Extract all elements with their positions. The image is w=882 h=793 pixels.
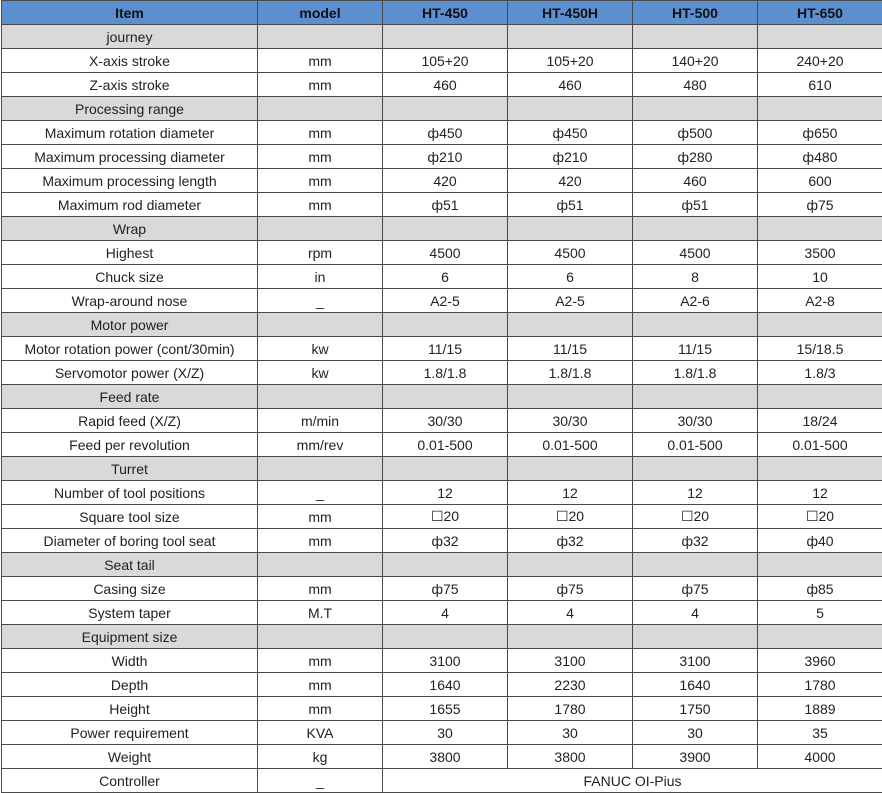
spec-value: 3900 bbox=[633, 745, 758, 769]
spec-label: Feed per revolution bbox=[2, 433, 258, 457]
spec-unit: mm bbox=[258, 121, 383, 145]
spec-value: ф75 bbox=[508, 577, 633, 601]
table-row bbox=[2, 193, 882, 217]
section-empty-cell bbox=[508, 217, 633, 241]
header-model-name: HT-500 bbox=[633, 1, 758, 25]
spec-value: 8 bbox=[633, 265, 758, 289]
spec-unit: mm bbox=[258, 505, 383, 529]
spec-value: 1750 bbox=[633, 697, 758, 721]
spec-value: ф75 bbox=[633, 577, 758, 601]
spec-value: 12 bbox=[758, 481, 882, 505]
spec-value: 140+20 bbox=[633, 49, 758, 73]
table-row bbox=[2, 745, 882, 769]
table-row bbox=[2, 121, 882, 145]
spec-value: 240+20 bbox=[758, 49, 882, 73]
spec-value: 0.01-500 bbox=[508, 433, 633, 457]
spec-value: ф450 bbox=[508, 121, 633, 145]
spec-value: ф32 bbox=[508, 529, 633, 553]
spec-value: ф500 bbox=[633, 121, 758, 145]
spec-value: 30/30 bbox=[383, 409, 508, 433]
spec-value: 2230 bbox=[508, 673, 633, 697]
spec-value: 11/15 bbox=[508, 337, 633, 361]
section-empty-cell bbox=[258, 25, 383, 49]
table-row bbox=[2, 673, 882, 697]
spec-label: Maximum rotation diameter bbox=[2, 121, 258, 145]
section-empty-cell bbox=[633, 385, 758, 409]
section-label: Equipment size bbox=[2, 625, 258, 649]
section-row bbox=[2, 553, 882, 577]
spec-value: 1889 bbox=[758, 697, 882, 721]
header-model-name: HT-450 bbox=[383, 1, 508, 25]
section-empty-cell bbox=[383, 25, 508, 49]
spec-value: 3960 bbox=[758, 649, 882, 673]
table-row bbox=[2, 721, 882, 745]
spec-value: 3100 bbox=[633, 649, 758, 673]
section-row bbox=[2, 97, 882, 121]
section-empty-cell bbox=[508, 25, 633, 49]
spec-value: ☐20 bbox=[633, 505, 758, 529]
spec-value: 3800 bbox=[383, 745, 508, 769]
table-row bbox=[2, 409, 882, 433]
section-empty-cell bbox=[383, 97, 508, 121]
spec-value: 12 bbox=[383, 481, 508, 505]
table-row bbox=[2, 265, 882, 289]
section-empty-cell bbox=[633, 457, 758, 481]
spec-value: 1.8/1.8 bbox=[508, 361, 633, 385]
table-row bbox=[2, 601, 882, 625]
spec-label: Number of tool positions bbox=[2, 481, 258, 505]
section-label: Feed rate bbox=[2, 385, 258, 409]
spec-label: X-axis stroke bbox=[2, 49, 258, 73]
table-row bbox=[2, 697, 882, 721]
spec-value: 10 bbox=[758, 265, 882, 289]
spec-value: 1655 bbox=[383, 697, 508, 721]
spec-value: 30 bbox=[383, 721, 508, 745]
table-row bbox=[2, 73, 882, 97]
section-empty-cell bbox=[758, 313, 882, 337]
spec-value: ☐20 bbox=[758, 505, 882, 529]
section-empty-cell bbox=[508, 313, 633, 337]
spec-unit: mm/rev bbox=[258, 433, 383, 457]
section-row bbox=[2, 25, 882, 49]
spec-value: 1.8/1.8 bbox=[633, 361, 758, 385]
spec-value: ф210 bbox=[508, 145, 633, 169]
section-empty-cell bbox=[258, 217, 383, 241]
section-row bbox=[2, 625, 882, 649]
spec-unit: mm bbox=[258, 49, 383, 73]
header-row bbox=[2, 1, 882, 25]
section-empty-cell bbox=[383, 217, 508, 241]
spec-value: ф75 bbox=[758, 193, 882, 217]
spec-label: Weight bbox=[2, 745, 258, 769]
table-row bbox=[2, 241, 882, 265]
spec-table bbox=[1, 0, 882, 793]
spec-label: System taper bbox=[2, 601, 258, 625]
spec-unit: mm bbox=[258, 577, 383, 601]
spec-value: ф32 bbox=[383, 529, 508, 553]
section-empty-cell bbox=[508, 97, 633, 121]
spec-label: Maximum rod diameter bbox=[2, 193, 258, 217]
spec-unit: KVA bbox=[258, 721, 383, 745]
section-empty-cell bbox=[508, 457, 633, 481]
spec-value: A2-5 bbox=[508, 289, 633, 313]
table-row bbox=[2, 169, 882, 193]
section-empty-cell bbox=[758, 457, 882, 481]
spec-unit: M.T bbox=[258, 601, 383, 625]
spec-unit: mm bbox=[258, 673, 383, 697]
table-row bbox=[2, 49, 882, 73]
spec-value: 420 bbox=[508, 169, 633, 193]
spec-label: Servomotor power (X/Z) bbox=[2, 361, 258, 385]
section-empty-cell bbox=[383, 385, 508, 409]
spec-value: 3500 bbox=[758, 241, 882, 265]
spec-value: 0.01-500 bbox=[633, 433, 758, 457]
spec-unit: kw bbox=[258, 337, 383, 361]
section-empty-cell bbox=[383, 553, 508, 577]
spec-label: Controller bbox=[2, 769, 258, 793]
section-empty-cell bbox=[383, 625, 508, 649]
spec-label: Square tool size bbox=[2, 505, 258, 529]
spec-value: 3100 bbox=[383, 649, 508, 673]
section-empty-cell bbox=[258, 313, 383, 337]
spec-value: ф480 bbox=[758, 145, 882, 169]
spec-unit: _ bbox=[258, 481, 383, 505]
table-body bbox=[2, 25, 882, 793]
section-empty-cell bbox=[758, 217, 882, 241]
spec-label: Highest bbox=[2, 241, 258, 265]
section-empty-cell bbox=[758, 625, 882, 649]
spec-value: 30 bbox=[508, 721, 633, 745]
spec-value: 480 bbox=[633, 73, 758, 97]
section-row bbox=[2, 217, 882, 241]
spec-unit: mm bbox=[258, 697, 383, 721]
header-model-name: HT-450H bbox=[508, 1, 633, 25]
section-empty-cell bbox=[258, 625, 383, 649]
spec-value: 35 bbox=[758, 721, 882, 745]
spec-unit: rpm bbox=[258, 241, 383, 265]
spec-value: ☐20 bbox=[383, 505, 508, 529]
spec-unit: _ bbox=[258, 769, 383, 793]
spec-value: ф280 bbox=[633, 145, 758, 169]
spec-value: 460 bbox=[383, 73, 508, 97]
header-model: model bbox=[258, 1, 383, 25]
section-empty-cell bbox=[383, 457, 508, 481]
section-row bbox=[2, 457, 882, 481]
spec-label: Power requirement bbox=[2, 721, 258, 745]
spec-value: A2-5 bbox=[383, 289, 508, 313]
section-label: Seat tail bbox=[2, 553, 258, 577]
table-header bbox=[2, 1, 882, 25]
table-row bbox=[2, 649, 882, 673]
section-empty-cell bbox=[758, 385, 882, 409]
spec-value: 6 bbox=[508, 265, 633, 289]
spec-value: 30/30 bbox=[633, 409, 758, 433]
spec-value: A2-8 bbox=[758, 289, 882, 313]
spec-label: Height bbox=[2, 697, 258, 721]
table-row bbox=[2, 481, 882, 505]
spec-value: A2-6 bbox=[633, 289, 758, 313]
section-empty-cell bbox=[383, 313, 508, 337]
spec-value: 1.8/3 bbox=[758, 361, 882, 385]
spec-value: 1780 bbox=[508, 697, 633, 721]
section-empty-cell bbox=[508, 553, 633, 577]
section-empty-cell bbox=[633, 97, 758, 121]
section-empty-cell bbox=[633, 625, 758, 649]
spec-value: 0.01-500 bbox=[383, 433, 508, 457]
section-empty-cell bbox=[258, 385, 383, 409]
spec-value: ф32 bbox=[633, 529, 758, 553]
spec-value: ф85 bbox=[758, 577, 882, 601]
table-row bbox=[2, 289, 882, 313]
spec-value: 15/18.5 bbox=[758, 337, 882, 361]
spec-value: 11/15 bbox=[383, 337, 508, 361]
spec-label: Width bbox=[2, 649, 258, 673]
spec-value: 105+20 bbox=[383, 49, 508, 73]
table-row bbox=[2, 145, 882, 169]
section-empty-cell bbox=[758, 553, 882, 577]
spec-unit: kw bbox=[258, 361, 383, 385]
section-row bbox=[2, 385, 882, 409]
spec-value: ф51 bbox=[633, 193, 758, 217]
section-empty-cell bbox=[758, 97, 882, 121]
section-label: Wrap bbox=[2, 217, 258, 241]
spec-unit: m/min bbox=[258, 409, 383, 433]
spec-unit: mm bbox=[258, 145, 383, 169]
spec-label: Maximum processing diameter bbox=[2, 145, 258, 169]
spec-value: ф51 bbox=[508, 193, 633, 217]
spec-value: ф40 bbox=[758, 529, 882, 553]
spec-value: ☐20 bbox=[508, 505, 633, 529]
table-row bbox=[2, 361, 882, 385]
header-item: Item bbox=[2, 1, 258, 25]
spec-unit: mm bbox=[258, 649, 383, 673]
section-label: Processing range bbox=[2, 97, 258, 121]
spec-value: ф650 bbox=[758, 121, 882, 145]
spec-value: 1640 bbox=[383, 673, 508, 697]
section-empty-cell bbox=[508, 385, 633, 409]
header-model-name: HT-650 bbox=[758, 1, 882, 25]
section-row bbox=[2, 313, 882, 337]
spec-unit: mm bbox=[258, 193, 383, 217]
section-empty-cell bbox=[508, 625, 633, 649]
spec-label: Chuck size bbox=[2, 265, 258, 289]
section-empty-cell bbox=[633, 553, 758, 577]
spec-value: 30 bbox=[633, 721, 758, 745]
table-row bbox=[2, 529, 882, 553]
section-empty-cell bbox=[633, 313, 758, 337]
spec-unit: kg bbox=[258, 745, 383, 769]
spec-label: Motor rotation power (cont/30min) bbox=[2, 337, 258, 361]
spec-value: 4 bbox=[383, 601, 508, 625]
spec-value: 600 bbox=[758, 169, 882, 193]
spec-value: 3100 bbox=[508, 649, 633, 673]
table-row bbox=[2, 505, 882, 529]
spec-value: 1.8/1.8 bbox=[383, 361, 508, 385]
spec-value: 12 bbox=[633, 481, 758, 505]
section-empty-cell bbox=[633, 217, 758, 241]
spec-value: 4 bbox=[508, 601, 633, 625]
spec-value: ф75 bbox=[383, 577, 508, 601]
spec-label: Diameter of boring tool seat bbox=[2, 529, 258, 553]
spec-value: 460 bbox=[508, 73, 633, 97]
spec-value: 1780 bbox=[758, 673, 882, 697]
spec-value: 6 bbox=[383, 265, 508, 289]
spec-value: 420 bbox=[383, 169, 508, 193]
table-row bbox=[2, 433, 882, 457]
spec-label: Z-axis stroke bbox=[2, 73, 258, 97]
spec-label: Rapid feed (X/Z) bbox=[2, 409, 258, 433]
spec-unit: mm bbox=[258, 529, 383, 553]
spec-value: ф51 bbox=[383, 193, 508, 217]
spec-label: Casing size bbox=[2, 577, 258, 601]
section-empty-cell bbox=[633, 25, 758, 49]
section-label: Motor power bbox=[2, 313, 258, 337]
spec-value: 4000 bbox=[758, 745, 882, 769]
spec-label: Maximum processing length bbox=[2, 169, 258, 193]
spec-value: ф450 bbox=[383, 121, 508, 145]
spec-value: 105+20 bbox=[508, 49, 633, 73]
spec-value-merged: FANUC OI-Pius bbox=[383, 769, 882, 793]
section-empty-cell bbox=[758, 25, 882, 49]
table-row bbox=[2, 337, 882, 361]
spec-unit: in bbox=[258, 265, 383, 289]
spec-unit: mm bbox=[258, 73, 383, 97]
spec-label: Wrap-around nose bbox=[2, 289, 258, 313]
spec-value: 610 bbox=[758, 73, 882, 97]
section-label: Turret bbox=[2, 457, 258, 481]
spec-value: 4500 bbox=[633, 241, 758, 265]
spec-value: 18/24 bbox=[758, 409, 882, 433]
spec-value: 30/30 bbox=[508, 409, 633, 433]
spec-value: 460 bbox=[633, 169, 758, 193]
spec-unit: mm bbox=[258, 169, 383, 193]
section-empty-cell bbox=[258, 553, 383, 577]
section-empty-cell bbox=[258, 457, 383, 481]
spec-value: 4500 bbox=[383, 241, 508, 265]
section-label: journey bbox=[2, 25, 258, 49]
spec-value: 4 bbox=[633, 601, 758, 625]
spec-label: Depth bbox=[2, 673, 258, 697]
spec-value: 1640 bbox=[633, 673, 758, 697]
table-row bbox=[2, 769, 882, 793]
spec-value: 12 bbox=[508, 481, 633, 505]
spec-value: ф210 bbox=[383, 145, 508, 169]
spec-value: 5 bbox=[758, 601, 882, 625]
spec-value: 3800 bbox=[508, 745, 633, 769]
spec-value: 11/15 bbox=[633, 337, 758, 361]
spec-value: 4500 bbox=[508, 241, 633, 265]
table-row bbox=[2, 577, 882, 601]
spec-value: 0.01-500 bbox=[758, 433, 882, 457]
spec-unit: _ bbox=[258, 289, 383, 313]
section-empty-cell bbox=[258, 97, 383, 121]
